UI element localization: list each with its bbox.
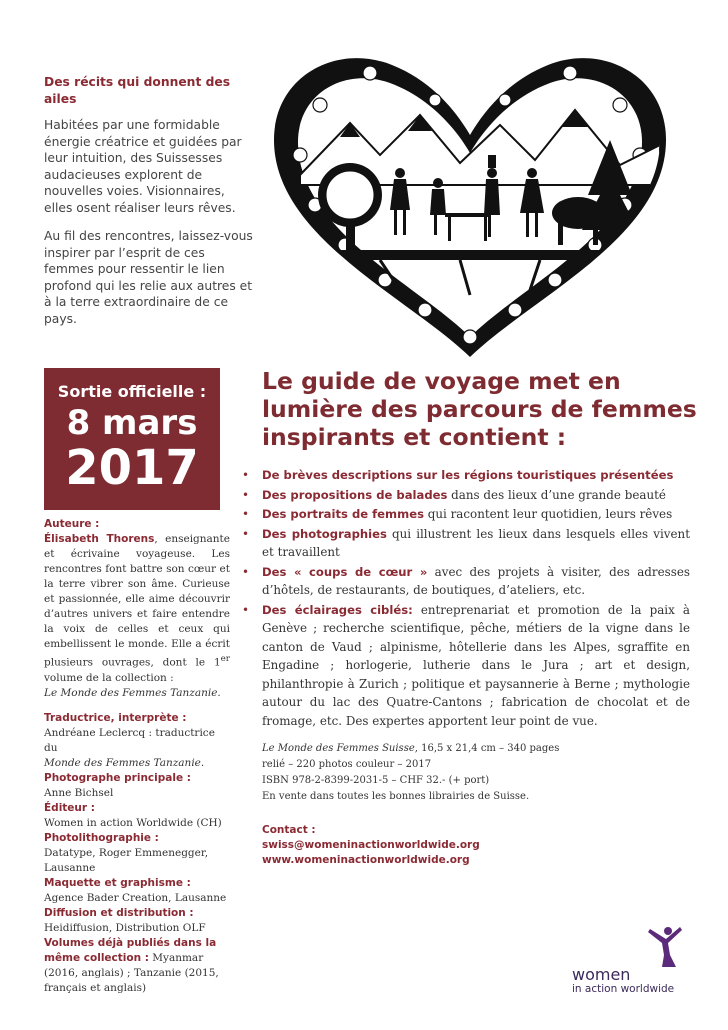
intro-paragraph-2: Au fil des rencontres, laissez-vous inspirer par l’esprit de ces femmes pour ressentir le lien profond qui les relie aux autres et à la terre extraordinaire de ce pays. <box>44 229 253 326</box>
release-date-box <box>44 368 220 510</box>
feature-text: qui racontent leur quotidien, leurs rêves <box>423 507 673 521</box>
contact-email-link[interactable]: swiss@womeninactionworldwide.org <box>262 839 480 851</box>
release-label: Sortie officielle : <box>57 382 207 401</box>
author-bio <box>44 532 230 701</box>
volumes-text: Myanmar (2016, anglais) ; Tanzanie (2015, français et anglais) <box>44 951 219 994</box>
distribution-text: Heidiffusion, Distribution OLF <box>44 921 206 934</box>
list-item <box>242 601 690 731</box>
list-item <box>242 563 690 600</box>
release-date: 8 mars <box>66 403 198 443</box>
feature-list <box>242 466 690 731</box>
logo-line-1: women <box>572 965 631 984</box>
women-in-action-logo <box>572 925 702 1000</box>
feature-keyword: Des « coups de cœur » <box>262 564 428 579</box>
intro-heading: Des récits qui donnent des ailes <box>44 75 231 106</box>
feature-text: dans des lieux d’une grande beauté <box>447 487 666 502</box>
photolitho-label: Photolithographie : <box>44 831 159 844</box>
photographer-text: Anne Bichsel <box>44 786 114 799</box>
contact-block <box>262 823 662 868</box>
feature-keyword: Des portraits de femmes <box>262 507 424 521</box>
author-bio-text-2: volume de la collection : <box>44 671 174 684</box>
list-item <box>242 525 690 562</box>
feature-text: avec des projets à visiter, des adresses d’hôtels, de restaurants, de boutiques, d’ateliers, etc. <box>262 564 690 597</box>
translator-book: Monde des Femmes Tanzanie. <box>44 756 205 769</box>
design-label: Maquette et graphisme : <box>44 876 191 889</box>
heart-papercut-illustration <box>260 45 680 363</box>
feature-keyword: Des photographies <box>262 526 387 541</box>
photographer-label: Photographe principale : <box>44 771 191 784</box>
translator-label: Traductrice, interprète : <box>44 711 187 724</box>
distribution-label: Diffusion et distribution : <box>44 906 194 919</box>
book-info <box>262 741 662 805</box>
feature-keyword: De brèves descriptions sur les régions touristiques présentées <box>262 468 674 482</box>
author-bio-sup: er <box>220 654 230 664</box>
translator-desc: Andréane Leclercq : traductrice du <box>44 726 215 754</box>
book-title: Le Monde des Femmes Suisse <box>262 743 415 754</box>
editor-label: Éditeur : <box>44 801 95 814</box>
book-line-4: En vente dans toutes les bonnes librairies de Suisse. <box>262 791 530 802</box>
book-line-3: ISBN 978-2-8399-2031-5 – CHF 32.- (+ port) <box>262 775 490 786</box>
design-text: Agence Bader Creation, Lausanne <box>44 891 227 904</box>
volumes-label: Volumes déjà publiés dans la même collection : <box>44 936 217 964</box>
list-item <box>242 505 690 524</box>
intro-paragraph-1: Habitées par une formidable énergie créatrice et guidées par leur intuition, des Suissesses audacieuses explorent de nouvelles voies. Visionnaires, elles osent réaliser leurs rêves. <box>44 118 242 215</box>
release-year: 2017 <box>65 440 199 496</box>
translator-text <box>44 726 230 771</box>
book-line-1 <box>262 741 662 757</box>
feature-text: qui illustrent les lieux dans lesquels elles vivent et travaillent <box>262 526 690 559</box>
contact-label: Contact : <box>262 824 316 836</box>
author-label: Auteure : <box>44 518 100 530</box>
dancing-figure-icon <box>646 925 686 969</box>
photolitho-text: Datatype, Roger Emmenegger, Lausanne <box>44 846 209 874</box>
author-bio-text: , enseignante et écrivaine voyageuse. Les rencontres font battre son cœur et la terre vibrer son âme. Curieuse et passionnée, elle aime découvrir d’autres univers et faire entendre la voix de celles et ceux qui embellissent le monde. Elle a écrit plusieurs ouvrages, dont le 1 <box>44 533 230 669</box>
feature-keyword: Des éclairages ciblés: <box>262 602 413 617</box>
list-item <box>242 486 690 505</box>
feature-keyword: Des propositions de balades <box>262 487 448 502</box>
logo-line-2: in action worldwide <box>572 983 675 995</box>
main-heading: Le guide de voyage met en lumière des parcours de femmes inspirants et contient : <box>262 367 697 451</box>
intro-section <box>44 74 256 339</box>
author-book: Le Monde des Femmes Tanzanie. <box>44 686 221 699</box>
book-line-2: relié – 220 photos couleur – 2017 <box>262 759 432 770</box>
author-name: Élisabeth Thorens <box>44 533 155 545</box>
contact-web-link[interactable]: www.womeninactionworldwide.org <box>262 854 470 866</box>
volumes-block <box>44 936 230 996</box>
credits-sidebar <box>44 517 230 996</box>
editor-text: Women in action Worldwide (CH) <box>44 816 222 829</box>
book-specs: , 16,5 x 21,4 cm – 340 pages <box>414 743 560 754</box>
feature-text: entreprenariat et promotion de la paix à Genève ; recherche scientifique, pêche, métiers de la vigne dans le canton de Vaud ; alpinisme, hôtellerie dans les Alpes, sgraffite en Engadine ; horlogerie, lutherie dans le Jura ; art et design, philanthropie à Zurich ; politique et paysannerie à Berne ; mythologie autour du lac des Quatre-Cantons ; fabrication de chocolat et de fromage, etc. Des expertes apportent leur point de vue. <box>262 602 690 728</box>
list-item <box>242 466 690 485</box>
